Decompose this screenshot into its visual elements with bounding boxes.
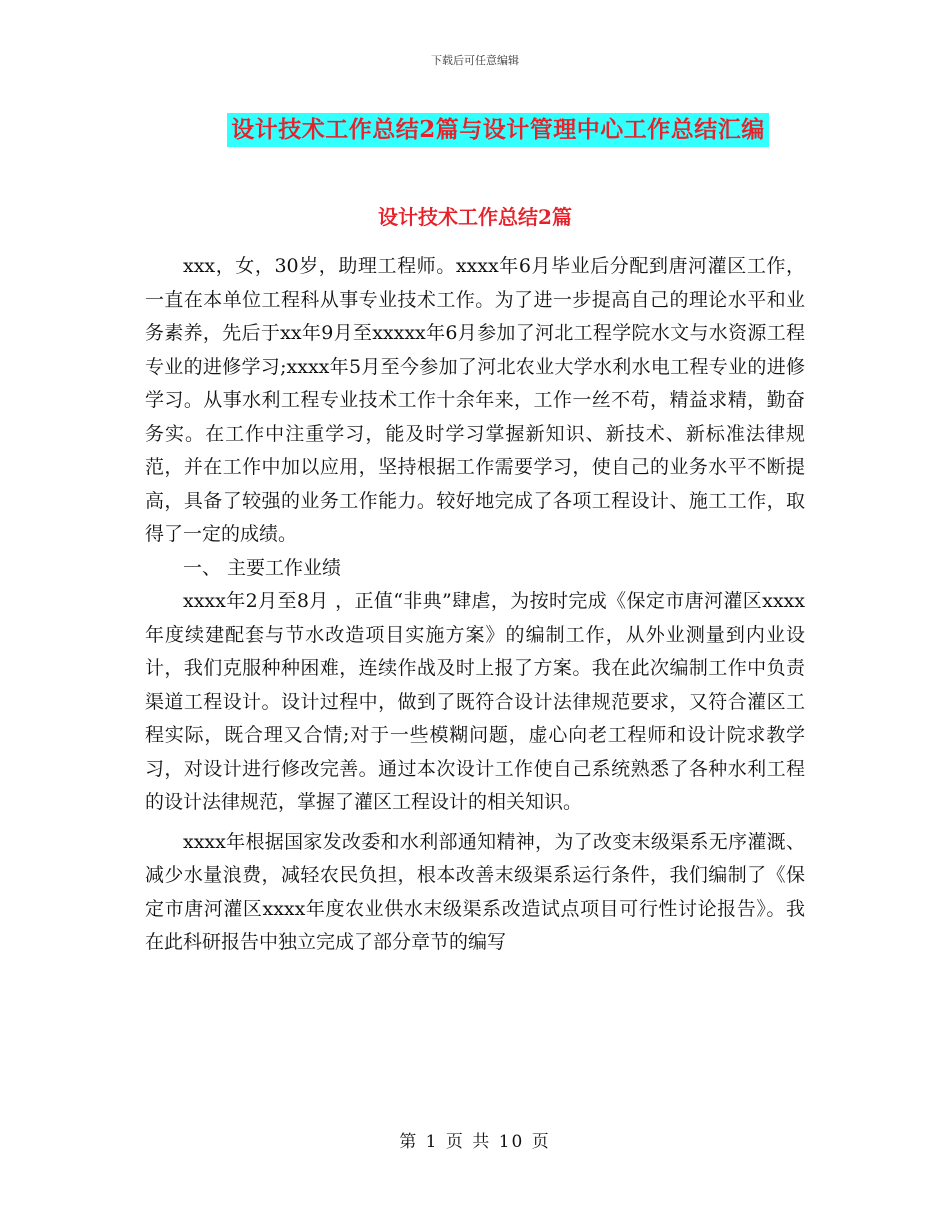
body-paragraph: xxx，女，30岁，助理工程师。xxxx年6月毕业后分配到唐河灌区工作，一直在本单位工程科从事专业技术工作。为了进一步提高自己的理论水平和业务素养，先后于xx年9月至xxxxx年6月参加了河北工程学院水文与水资源工程专业的进修学习;xxxx年5月至今参加了河北农业大学水利水电工程专业的进修学习。从事水利工程专业技术工作十余年来，工作一丝不苟，精益求精，勤奋务实。在工作中注重学习，能及时学习掌握新知识、新技术、新标准法律规范，并在工作中加以应用，坚持根据工作需要学习，使自己的业务水平不断提高，具备了较强的业务工作能力。较好地完成了各项工程设计、施工工作，取得了一定的成绩。 — [145, 255, 805, 545]
document-title-container — [0, 113, 950, 147]
page-header-note: 下载后可任意编辑 — [431, 54, 519, 67]
body-paragraph: xxxx年根据国家发改委和水利部通知精神，为了改变末级渠系无序灌溉、减少水量浪费，减轻农民负担，根本改善末级渠系运行条件，我们编制了《保定市唐河灌区xxxx年度农业供水末级渠系改造试点项目可行性讨论报告》。我在此科研报告中独立完成了部分章节的编写 — [145, 830, 805, 953]
body-paragraph-heading: 一、 主要工作业绩 — [183, 556, 342, 579]
document-body — [145, 250, 805, 960]
document-title: 设计技术工作总结2篇与设计管理中心工作总结汇编 — [227, 113, 769, 147]
section-title: 设计技术工作总结2篇 — [378, 205, 572, 229]
page-number-footer: 第 1 页 共 10 页 — [399, 1132, 551, 1152]
body-paragraph: xxxx年2月至8月 ，正值“非典”肆虐，为按时完成《保定市唐河灌区xxxx年度续建配套与节水改造项目实施方案》的编制工作，从外业测量到内业设计，我们克服种种困难，连续作战及时上报了方案。我在此次编制工作中负责渠道工程设计。设计过程中，做到了既符合设计法律规范要求，又符合灌区工程实际，既合理又合情;对于一些模糊问题，虚心向老工程师和设计院求教学习，对设计进行修改完善。通过本次设计工作使自己系统熟悉了各种水利工程的设计法律规范，掌握了灌区工程设计的相关知识。 — [145, 590, 805, 813]
